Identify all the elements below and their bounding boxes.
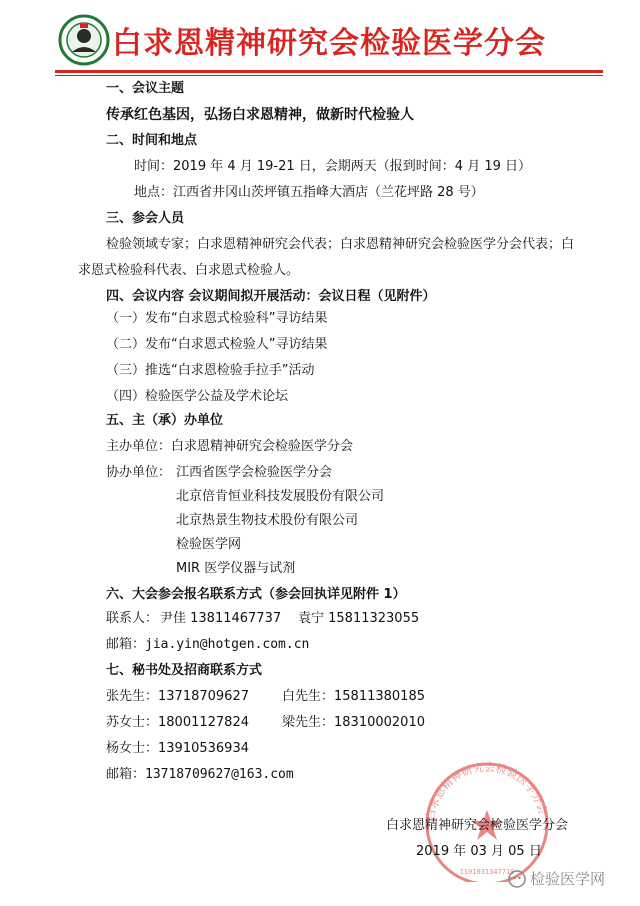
secretariat-contact: 苏女士：18001127824 [106, 715, 249, 730]
contacts-label: 联系人： [106, 611, 159, 626]
wechat-icon [508, 870, 526, 888]
co-organizer-label: 协办单位： [106, 465, 172, 480]
meeting-theme: 传承红色基因，弘扬白求恩精神，做新时代检验人 [106, 107, 414, 123]
section-4-title: 四、会议内容 会议期间拟开展活动：会议日程（见附件） [106, 289, 436, 304]
attendees-line-2: 求恩式检验科代表、白求恩式检验人。 [78, 263, 300, 278]
agenda-item: （一）发布“白求恩式检验科”寻访结果 [106, 311, 328, 326]
secretariat-email[interactable]: 邮箱：13718709627@163.com [106, 767, 294, 782]
meeting-time: 时间：2019 年 4 月 19-21 日，会期两天（报到时间：4 月 19 日） [134, 159, 532, 174]
secretariat-contact: 杨女士：13910536934 [106, 741, 249, 756]
agenda-item: （四）检验医学公益及学术论坛 [106, 389, 289, 404]
section-1-title: 一、会议主题 [106, 81, 185, 96]
signature-organization: 白求恩精神研究会检验医学分会 [386, 818, 569, 833]
organization-logo-icon [58, 14, 110, 66]
co-organizer: 北京倍肯恒业科技发展股份有限公司 [176, 489, 385, 504]
header-rule-thick [55, 70, 603, 73]
organization-title: 白求恩精神研究会检验医学分会 [112, 26, 546, 61]
secretariat-contact: 白先生：15811380185 [282, 689, 425, 704]
meeting-place: 地点：江西省井冈山茨坪镇五指峰大酒店（兰花坪路 28 号） [134, 185, 484, 200]
svg-text:1101031347710: 1101031347710 [459, 868, 515, 876]
agenda-item: （二）发布“白求恩式检验人”寻访结果 [106, 337, 328, 352]
contact-person: 袁宁 15811323055 [298, 611, 420, 626]
co-organizer: 江西省医学会检验医学分会 [176, 465, 333, 480]
secretariat-contact: 张先生：13718709627 [106, 689, 249, 704]
attendees-line-1: 检验领域专家；白求恩精神研究会代表；白求恩精神研究会检验医学分会代表；白 [106, 237, 575, 252]
section-3-title: 三、参会人员 [106, 211, 185, 226]
agenda-item: （三）推选“白求恩检验手拉手”活动 [106, 363, 315, 378]
signature-date: 2019 年 03 月 05 日 [416, 844, 542, 859]
co-organizer: 检验医学网 [176, 537, 242, 552]
registration-email[interactable]: 邮箱：jia.yin@hotgen.com.cn [106, 637, 310, 652]
section-6-title: 六、大会参会报名联系方式（参会回执详见附件 1） [106, 587, 406, 602]
watermark-text: 检验医学网 [530, 870, 606, 888]
section-5-title: 五、主（承）办单位 [106, 413, 224, 428]
watermark [508, 868, 605, 889]
co-organizer: 北京热景生物技术股份有限公司 [176, 513, 359, 528]
section-7-title: 七、秘书处及招商联系方式 [106, 663, 263, 678]
svg-text:白求恩精神研究会检验医学分会: 白求恩精神研究会检验医学分会 [423, 760, 550, 822]
co-organizer: MIR 医学仪器与试剂 [176, 561, 296, 576]
secretariat-contact: 梁先生：18310002010 [282, 715, 425, 730]
contact-person: 尹佳 13811467737 [160, 611, 282, 626]
header-rule-thin [55, 75, 603, 76]
section-2-title: 二、时间和地点 [106, 133, 198, 148]
host-organization: 主办单位：白求恩精神研究会检验医学分会 [106, 439, 354, 454]
